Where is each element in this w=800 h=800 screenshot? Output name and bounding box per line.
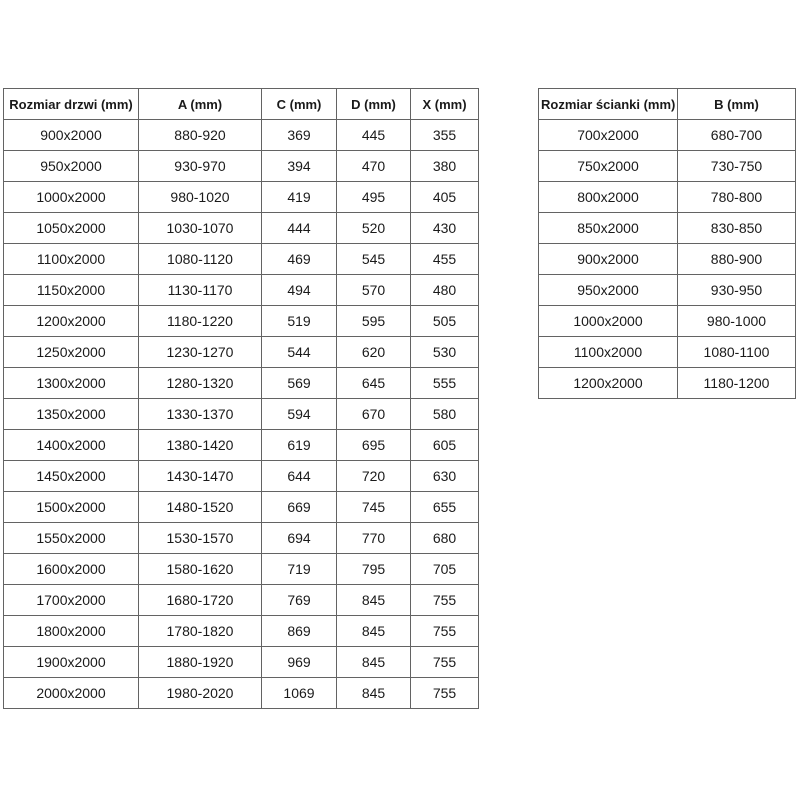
table-cell: 780-800 [678,182,796,213]
table-row [4,647,479,678]
table-cell: 900x2000 [539,244,678,275]
table-row [539,244,796,275]
table-row [4,616,479,647]
table-cell: 880-920 [139,120,262,151]
table-cell: 1030-1070 [139,213,262,244]
table-cell: 495 [337,182,411,213]
table-cell: 1480-1520 [139,492,262,523]
table-cell: 630 [411,461,479,492]
table-cell: 1200x2000 [4,306,139,337]
table-cell: 680 [411,523,479,554]
table-cell: 1500x2000 [4,492,139,523]
table-cell: 969 [262,647,337,678]
table-row [539,306,796,337]
table-cell: 800x2000 [539,182,678,213]
table-cell: 1450x2000 [4,461,139,492]
table-cell: 1700x2000 [4,585,139,616]
table-cell: 1550x2000 [4,523,139,554]
table-cell: 444 [262,213,337,244]
table-row [4,461,479,492]
table-row [539,337,796,368]
table-cell: 845 [337,616,411,647]
table-cell: 1780-1820 [139,616,262,647]
table-cell: 569 [262,368,337,399]
table-cell: 605 [411,430,479,461]
table-cell: 369 [262,120,337,151]
table-row [539,275,796,306]
table-cell: 1350x2000 [4,399,139,430]
table-row [4,492,479,523]
table-cell: 680-700 [678,120,796,151]
table-row [539,120,796,151]
table-cell: 719 [262,554,337,585]
table-cell: 520 [337,213,411,244]
table-cell: 770 [337,523,411,554]
column-header: B (mm) [678,89,796,120]
table-cell: 755 [411,585,479,616]
table-cell: 769 [262,585,337,616]
table-cell: 670 [337,399,411,430]
table-cell: 1530-1570 [139,523,262,554]
table-row [4,337,479,368]
table-cell: 980-1020 [139,182,262,213]
table-cell: 1900x2000 [4,647,139,678]
table-cell: 845 [337,647,411,678]
table-cell: 2000x2000 [4,678,139,709]
table-cell: 1380-1420 [139,430,262,461]
table-cell: 1300x2000 [4,368,139,399]
table-row [4,554,479,585]
table-cell: 1069 [262,678,337,709]
table-cell: 445 [337,120,411,151]
table-row [4,213,479,244]
table-cell: 1100x2000 [4,244,139,275]
table-cell: 530 [411,337,479,368]
column-header: C (mm) [262,89,337,120]
table-cell: 869 [262,616,337,647]
table-cell: 555 [411,368,479,399]
table-cell: 1430-1470 [139,461,262,492]
table-cell: 645 [337,368,411,399]
table-row [4,368,479,399]
table-row [4,275,479,306]
table-cell: 1130-1170 [139,275,262,306]
table-row [539,368,796,399]
table-cell: 669 [262,492,337,523]
table-row [4,182,479,213]
table-cell: 720 [337,461,411,492]
table-row [4,306,479,337]
table-cell: 695 [337,430,411,461]
table-row [4,678,479,709]
table-cell: 845 [337,678,411,709]
table-row [4,399,479,430]
table-cell: 795 [337,554,411,585]
column-header: D (mm) [337,89,411,120]
table-cell: 1580-1620 [139,554,262,585]
column-header: X (mm) [411,89,479,120]
table-row [539,182,796,213]
table-row [539,213,796,244]
table-cell: 494 [262,275,337,306]
table-cell: 1250x2000 [4,337,139,368]
table-cell: 700x2000 [539,120,678,151]
table-row [4,523,479,554]
table-cell: 880-900 [678,244,796,275]
table-cell: 1150x2000 [4,275,139,306]
table-cell: 1180-1200 [678,368,796,399]
table-cell: 570 [337,275,411,306]
table-cell: 755 [411,616,479,647]
table-row [4,585,479,616]
table-cell: 655 [411,492,479,523]
table-cell: 619 [262,430,337,461]
table-cell: 405 [411,182,479,213]
table-cell: 419 [262,182,337,213]
table-cell: 950x2000 [4,151,139,182]
table-cell: 594 [262,399,337,430]
table-cell: 544 [262,337,337,368]
table-cell: 900x2000 [4,120,139,151]
table-cell: 380 [411,151,479,182]
table-cell: 1000x2000 [4,182,139,213]
table-cell: 930-950 [678,275,796,306]
table-cell: 745 [337,492,411,523]
table-cell: 850x2000 [539,213,678,244]
table-cell: 755 [411,647,479,678]
table-cell: 545 [337,244,411,275]
header-row [4,89,479,120]
table-row [539,151,796,182]
table-cell: 1200x2000 [539,368,678,399]
table-cell: 620 [337,337,411,368]
table-cell: 930-970 [139,151,262,182]
table-cell: 1180-1220 [139,306,262,337]
table-row [4,244,479,275]
table-cell: 1230-1270 [139,337,262,368]
table-cell: 1680-1720 [139,585,262,616]
table-cell: 644 [262,461,337,492]
column-header: Rozmiar ścianki (mm) [539,89,678,120]
wall-sizes-table [538,88,796,399]
column-header: A (mm) [139,89,262,120]
table-row [4,151,479,182]
table-cell: 980-1000 [678,306,796,337]
table-cell: 755 [411,678,479,709]
table-cell: 1080-1120 [139,244,262,275]
table-cell: 1000x2000 [539,306,678,337]
table-cell: 394 [262,151,337,182]
table-cell: 1050x2000 [4,213,139,244]
table-cell: 1980-2020 [139,678,262,709]
table-cell: 469 [262,244,337,275]
table-row [4,430,479,461]
table-cell: 1280-1320 [139,368,262,399]
door-sizes-table [3,88,479,709]
table-cell: 1080-1100 [678,337,796,368]
table-cell: 455 [411,244,479,275]
table-cell: 830-850 [678,213,796,244]
table-cell: 1100x2000 [539,337,678,368]
table-cell: 580 [411,399,479,430]
table-cell: 430 [411,213,479,244]
table-cell: 1330-1370 [139,399,262,430]
table-cell: 730-750 [678,151,796,182]
table-cell: 1400x2000 [4,430,139,461]
table-cell: 519 [262,306,337,337]
table-cell: 480 [411,275,479,306]
table-cell: 950x2000 [539,275,678,306]
table-cell: 595 [337,306,411,337]
table-row [4,120,479,151]
table-cell: 1880-1920 [139,647,262,678]
table-cell: 705 [411,554,479,585]
header-row [539,89,796,120]
table-cell: 750x2000 [539,151,678,182]
column-header: Rozmiar drzwi (mm) [4,89,139,120]
table-cell: 845 [337,585,411,616]
table-cell: 470 [337,151,411,182]
table-cell: 1600x2000 [4,554,139,585]
table-cell: 694 [262,523,337,554]
table-cell: 355 [411,120,479,151]
table-cell: 505 [411,306,479,337]
table-cell: 1800x2000 [4,616,139,647]
